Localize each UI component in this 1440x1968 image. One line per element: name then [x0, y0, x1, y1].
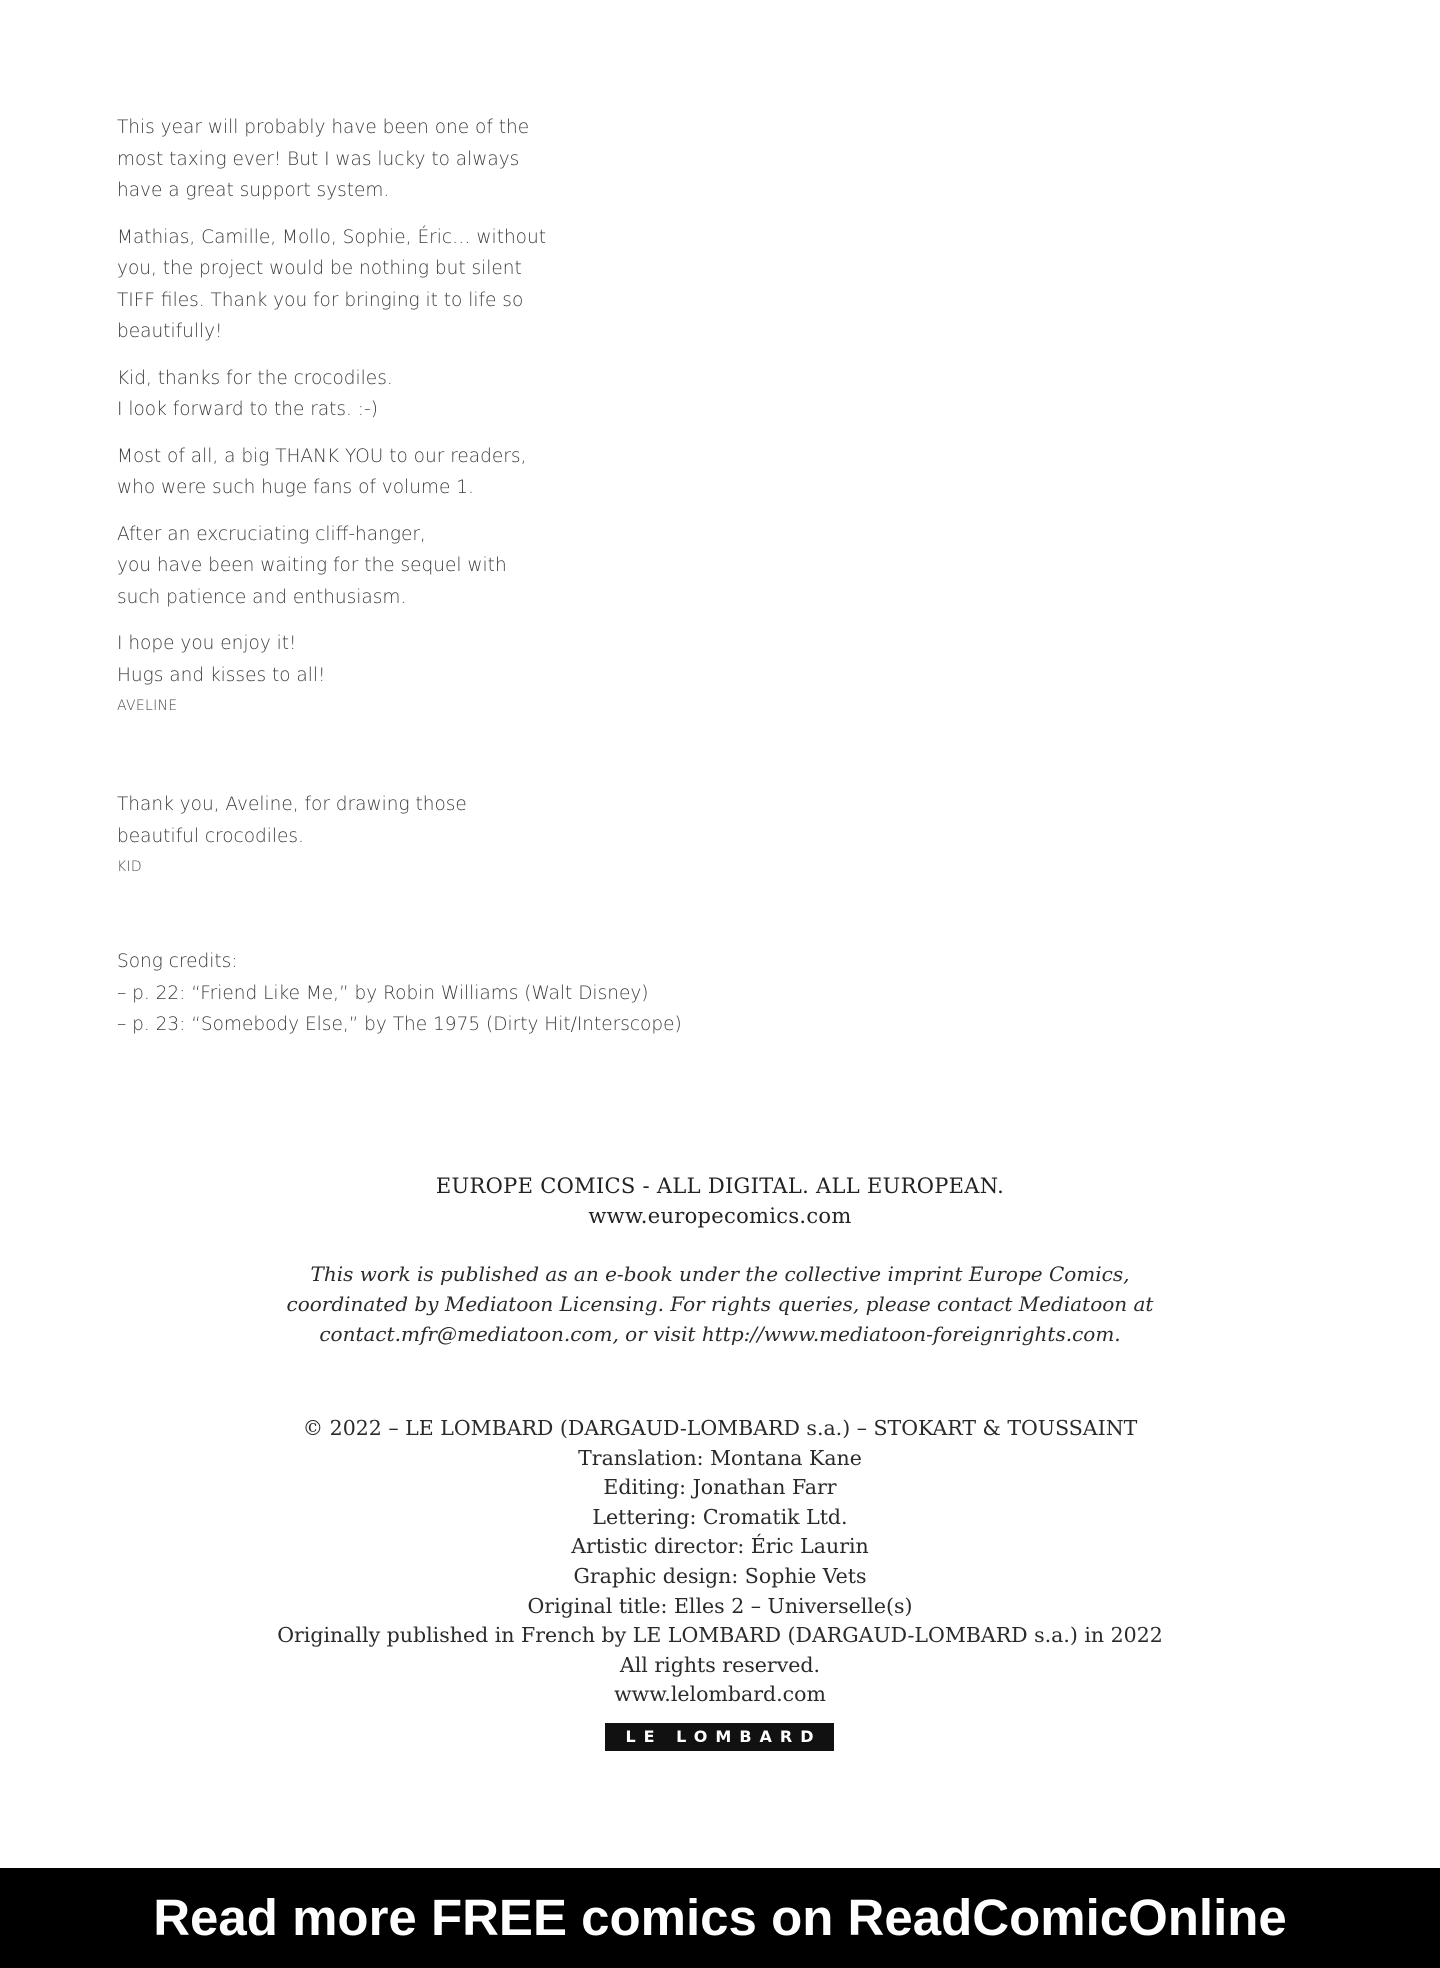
text-line: who were such huge fans of volume 1.: [117, 477, 474, 498]
promo-banner[interactable]: [0, 1868, 1440, 1968]
ack-paragraph: [117, 519, 677, 614]
ack-paragraph: [117, 363, 677, 426]
imprint-line: This work is published as an e-book under the collective imprint Europe Comics,: [310, 1262, 1130, 1286]
europe-comics-tagline: EUROPE COMICS - ALL DIGITAL. ALL EUROPEAN.: [435, 1174, 1005, 1198]
imprint-line[interactable]: contact.mfr@mediatoon.com, or visit http://www.mediatoon-foreignrights.com.: [319, 1322, 1121, 1346]
acknowledgements-section: [117, 112, 677, 716]
imprint-notice: [0, 1259, 1440, 1349]
le-lombard-logo: LE LOMBARD: [605, 1723, 834, 1751]
europe-comics-header: [0, 1171, 1440, 1231]
kid-note: [117, 789, 677, 892]
text-line: beautifully!: [117, 321, 223, 342]
signature-aveline: AVELINE: [117, 698, 178, 714]
ack-paragraph: [117, 222, 677, 348]
song-credits-heading: Song credits:: [117, 951, 238, 972]
kid-paragraph: [117, 789, 677, 877]
text-line: Kid, thanks for the crocodiles.: [117, 367, 393, 389]
rights-reserved: All rights reserved.: [619, 1652, 821, 1677]
artistic-director-credit: Artistic director: Éric Laurin: [571, 1534, 869, 1559]
text-line: you, the project would be nothing but silent: [117, 258, 522, 279]
text-line: you have been waiting for the sequel with: [117, 555, 507, 576]
ack-paragraph: [117, 628, 677, 716]
text-line: Thank you, Aveline, for drawing those: [117, 794, 467, 815]
text-line: Hugs and kisses to all!: [117, 664, 326, 686]
text-line: Mathias, Camille, Mollo, Sophie, Éric… without: [117, 226, 546, 248]
text-line: Most of all, a big THANK YOU to our readers,: [117, 445, 527, 467]
europe-comics-website[interactable]: www.europecomics.com: [588, 1204, 852, 1228]
copyright-line: © 2022 – LE LOMBARD (DARGAUD-LOMBARD s.a.) – STOKART & TOUSSAINT: [302, 1416, 1138, 1440]
text-line: TIFF files. Thank you for bringing it to life so: [117, 289, 524, 311]
text-line: I hope you enjoy it!: [117, 633, 297, 654]
original-publication: Originally published in French by LE LOMBARD (DARGAUD-LOMBARD s.a.) in 2022: [277, 1623, 1163, 1648]
text-line: This year will probably have been one of the: [117, 117, 530, 138]
text-line: most taxing ever! But I was lucky to always: [117, 148, 520, 170]
song-credit-item: – p. 22: “Friend Like Me,” by Robin Williams (Walt Disney): [117, 982, 649, 1004]
signature-kid: KID: [117, 859, 142, 875]
text-line: beautiful crocodiles.: [117, 825, 304, 847]
translation-credit: Translation: Montana Kane: [578, 1445, 862, 1470]
text-line: After an excruciating cliff-hanger,: [117, 523, 426, 545]
graphic-design-credit: Graphic design: Sophie Vets: [573, 1563, 867, 1588]
song-credits-paragraph: [117, 946, 817, 1041]
lelombard-website[interactable]: www.lelombard.com: [614, 1682, 826, 1707]
lettering-credit: Lettering: Cromatik Ltd.: [592, 1504, 848, 1529]
original-title: Original title: Elles 2 – Universelle(s): [527, 1593, 913, 1618]
editing-credit: Editing: Jonathan Farr: [603, 1475, 837, 1500]
ack-paragraph: [117, 112, 677, 207]
text-line: have a great support system.: [117, 180, 390, 201]
imprint-line: coordinated by Mediatoon Licensing. For rights queries, please contact Mediatoon at: [286, 1292, 1154, 1316]
promo-banner-text: Read more FREE comics on ReadComicOnline: [153, 1889, 1287, 1946]
song-credits: [117, 946, 817, 1056]
text-line: such patience and enthusiasm.: [117, 586, 407, 608]
credits-block: [0, 1414, 1440, 1710]
song-credit-item: – p. 23: “Somebody Else,” by The 1975 (Dirty Hit/Interscope): [117, 1014, 682, 1035]
ack-paragraph: [117, 441, 677, 504]
text-line: I look forward to the rats. :-): [117, 399, 378, 420]
